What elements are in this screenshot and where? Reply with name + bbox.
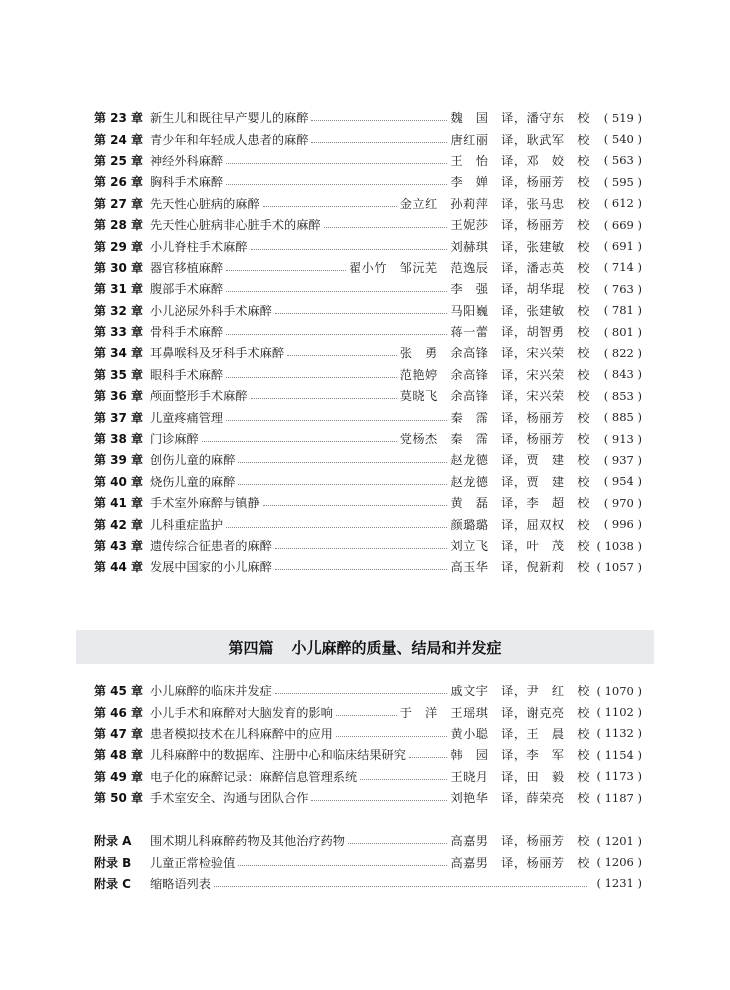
- toc-section-appendix: [94, 830, 642, 894]
- translator-credit: 王晓月 译，田 毅 校: [450, 769, 590, 784]
- chapter-number: 第 44 章: [94, 560, 144, 575]
- chapter-number: 第 32 章: [94, 303, 144, 318]
- chapter-title: 耳鼻喉科及牙科手术麻醉: [150, 346, 285, 361]
- chapter-title: 小儿脊柱手术麻醉: [150, 239, 248, 254]
- translator-credit: 范艳婷 余高锋 译，宋兴荣 校: [399, 367, 590, 382]
- toc-entry[interactable]: [94, 278, 642, 299]
- leader-dots: [238, 865, 447, 866]
- translator-credit: 刘立飞 译，叶 茂 校: [450, 539, 590, 553]
- translator-credit: 刘艳华 译，薛荣亮 校: [450, 791, 590, 806]
- toc-entry[interactable]: [94, 150, 642, 171]
- toc-entry[interactable]: [94, 723, 642, 744]
- page-number: ( 1201 ): [596, 833, 642, 848]
- chapter-number: 第 50 章: [94, 791, 144, 806]
- chapter-number: 第 41 章: [94, 496, 144, 511]
- chapter-number: 第 26 章: [94, 175, 144, 190]
- chapter-number: 第 27 章: [94, 196, 144, 211]
- leader-dots: [202, 441, 397, 442]
- chapter-title: 颅面整形手术麻醉: [150, 389, 248, 404]
- chapter-number: 附录 C: [94, 876, 131, 891]
- translator-credit: 党杨杰 秦 霈 译，杨丽芳 校: [399, 432, 590, 447]
- leader-dots: [324, 227, 448, 228]
- translator-credit: 戚文宇 译，尹 红 校: [450, 684, 590, 699]
- translator-credit: 颜璐璐 译，屈双权 校: [450, 517, 590, 532]
- chapter-title: 新生儿和既往早产婴儿的麻醉: [150, 111, 309, 126]
- leader-dots: [238, 484, 447, 485]
- leader-dots: [275, 569, 448, 570]
- toc-entry[interactable]: [94, 171, 642, 192]
- page-number: ( 822 ): [603, 345, 642, 360]
- page-number: ( 996 ): [603, 517, 642, 532]
- translator-credit: 李 婵 译，杨丽芳 校: [450, 175, 590, 190]
- chapter-number: 第 47 章: [94, 726, 144, 741]
- translator-credit: 王妮莎 译，杨丽芳 校: [450, 218, 590, 233]
- toc-entry[interactable]: [94, 128, 642, 149]
- toc-entry[interactable]: [94, 235, 642, 256]
- page-number: ( 843 ): [603, 367, 642, 382]
- page-number: ( 1206 ): [596, 855, 642, 870]
- translator-credit: 王 怡 译，邓 姣 校: [450, 153, 590, 168]
- leader-dots: [251, 398, 397, 399]
- leader-dots: [348, 843, 447, 844]
- chapter-number: 第 34 章: [94, 346, 144, 361]
- toc-entry[interactable]: [94, 513, 642, 534]
- translator-credit: 高嘉男 译，杨丽芳 校: [450, 834, 590, 849]
- page-number: ( 781 ): [603, 303, 642, 318]
- chapter-number: 第 48 章: [94, 748, 144, 763]
- chapter-title: 儿童疼痛管理: [150, 410, 224, 425]
- translator-credit: 金立红 孙莉萍 译，张马忠 校: [399, 196, 590, 211]
- chapter-title: 眼科手术麻醉: [150, 367, 224, 382]
- page-number: ( 853 ): [603, 388, 642, 403]
- chapter-number: 附录 A: [94, 834, 132, 849]
- toc-entry[interactable]: [94, 214, 642, 235]
- toc-entry[interactable]: [94, 406, 642, 427]
- page-number: ( 885 ): [603, 410, 642, 425]
- page-number: ( 1070 ): [596, 683, 642, 698]
- page-number: ( 1187 ): [596, 790, 642, 805]
- chapter-number: 第 36 章: [94, 389, 144, 404]
- toc-entry[interactable]: [94, 701, 642, 722]
- chapter-number: 第 30 章: [94, 260, 144, 275]
- leader-dots: [336, 736, 448, 737]
- chapter-number: 第 49 章: [94, 769, 144, 784]
- page-number: ( 970 ): [603, 495, 642, 510]
- leader-dots: [226, 163, 447, 164]
- toc-entry[interactable]: [94, 744, 642, 765]
- toc-entry[interactable]: [94, 193, 642, 214]
- toc-entry[interactable]: [94, 787, 642, 808]
- chapter-number: 第 28 章: [94, 218, 144, 233]
- toc-entry[interactable]: [94, 364, 642, 385]
- chapter-title: 手术室外麻醉与镇静: [150, 496, 260, 511]
- leader-dots: [360, 779, 447, 780]
- page-number: ( 1154 ): [596, 747, 642, 762]
- chapter-title: 发展中国家的小儿麻醉: [150, 560, 272, 575]
- leader-dots: [263, 505, 448, 506]
- translator-credit: 刘赫琪 译，张建敏 校: [450, 239, 590, 254]
- page-number: ( 1173 ): [596, 769, 642, 784]
- chapter-title: 神经外科麻醉: [150, 153, 224, 168]
- chapter-title: 青少年和年轻成人患者的麻醉: [150, 132, 309, 147]
- translator-credit: 黄 磊 译，李 超 校: [450, 496, 590, 511]
- page-number: ( 1132 ): [596, 726, 642, 741]
- leader-dots: [226, 420, 447, 421]
- page-number: ( 714 ): [603, 260, 642, 275]
- leader-dots: [275, 548, 448, 549]
- leader-dots: [311, 120, 447, 121]
- toc-entry[interactable]: [94, 449, 642, 470]
- leader-dots: [214, 886, 587, 887]
- chapter-number: 第 24 章: [94, 132, 144, 147]
- chapter-title: 先天性心脏病非心脏手术的麻醉: [150, 218, 321, 233]
- toc-entry[interactable]: [94, 428, 642, 449]
- page-number: ( 595 ): [603, 174, 642, 189]
- chapter-number: 第 31 章: [94, 282, 144, 297]
- toc-section-part4: [94, 680, 642, 808]
- translator-credit: 秦 霈 译，杨丽芳 校: [450, 410, 590, 425]
- translator-credit: 韩 园 译，李 军 校: [450, 748, 590, 763]
- leader-dots: [226, 291, 447, 292]
- chapter-title: 烧伤儿童的麻醉: [150, 474, 236, 489]
- page-number: ( 669 ): [603, 217, 642, 232]
- leader-dots: [287, 355, 397, 356]
- leader-dots: [226, 184, 447, 185]
- chapter-title: 小儿麻醉的临床并发症: [150, 684, 272, 699]
- chapter-number: 第 25 章: [94, 153, 144, 168]
- toc-entry[interactable]: [94, 830, 642, 851]
- chapter-number: 第 45 章: [94, 684, 144, 699]
- page-number: ( 1102 ): [596, 705, 642, 720]
- page-number: ( 954 ): [603, 474, 642, 489]
- page-number: ( 612 ): [603, 196, 642, 211]
- translator-credit: 黄小聪 译，王 晨 校: [450, 726, 590, 741]
- translator-credit: 张 勇 余高锋 译，宋兴荣 校: [399, 346, 590, 361]
- page-number: ( 1038 ): [596, 538, 642, 553]
- translator-credit: 高玉华 译，倪新莉 校: [450, 560, 590, 575]
- leader-dots: [263, 206, 397, 207]
- chapter-number: 第 38 章: [94, 432, 144, 447]
- toc-entry[interactable]: [94, 385, 642, 406]
- translator-credit: 马阳巍 译，张建敏 校: [450, 303, 590, 318]
- leader-dots: [238, 462, 447, 463]
- chapter-number: 第 29 章: [94, 239, 144, 254]
- leader-dots: [409, 757, 448, 758]
- toc-entry[interactable]: [94, 107, 642, 128]
- chapter-title: 胸科手术麻醉: [150, 175, 224, 190]
- page-number: ( 937 ): [603, 452, 642, 467]
- translator-credit: 翟小竹 邹沅芜 范逸辰 译，潘志英 校: [348, 260, 590, 275]
- chapter-number: 第 43 章: [94, 539, 144, 553]
- page-number: ( 801 ): [603, 324, 642, 339]
- page-number: ( 519 ): [603, 110, 642, 125]
- leader-dots: [226, 270, 346, 271]
- chapter-number: 附录 B: [94, 855, 132, 870]
- chapter-title: 电子化的麻醉记录：麻醉信息管理系统: [150, 769, 358, 784]
- toc-entry[interactable]: [94, 492, 642, 513]
- chapter-title: 遗传综合征患者的麻醉: [150, 539, 272, 553]
- toc-entry[interactable]: [94, 851, 642, 872]
- chapter-number: 第 46 章: [94, 705, 144, 720]
- chapter-title: 门诊麻醉: [150, 432, 199, 447]
- chapter-number: 第 35 章: [94, 367, 144, 382]
- page-number: ( 763 ): [603, 281, 642, 296]
- part-title: 小儿麻醉的质量、结局和并发症: [291, 638, 502, 657]
- chapter-title: 腹部手术麻醉: [150, 282, 224, 297]
- chapter-number: 第 39 章: [94, 453, 144, 468]
- toc-entry[interactable]: [94, 300, 642, 321]
- chapter-title: 小儿泌尿外科手术麻醉: [150, 303, 272, 318]
- chapter-title: 儿童正常检验值: [150, 855, 236, 870]
- toc-entry[interactable]: [94, 471, 642, 492]
- chapter-title: 患者模拟技术在儿科麻醉中的应用: [150, 726, 333, 741]
- translator-credit: 魏 国 译，潘守东 校: [450, 111, 590, 126]
- translator-credit: 赵龙德 译，贾 建 校: [450, 453, 590, 468]
- page-number: ( 1057 ): [596, 559, 642, 574]
- translator-credit: 赵龙德 译，贾 建 校: [450, 474, 590, 489]
- leader-dots: [226, 527, 447, 528]
- chapter-number: 第 37 章: [94, 410, 144, 425]
- chapter-number: 第 42 章: [94, 517, 144, 532]
- translator-credit: 于 洋 王瑶琪 译，谢克亮 校: [399, 705, 590, 720]
- page-number: ( 913 ): [603, 431, 642, 446]
- chapter-title: 骨科手术麻醉: [150, 325, 224, 340]
- leader-dots: [275, 693, 448, 694]
- leader-dots: [336, 715, 397, 716]
- translator-credit: 高嘉男 译，杨丽芳 校: [450, 855, 590, 870]
- chapter-title: 儿科麻醉中的数据库、注册中心和临床结果研究: [150, 748, 406, 763]
- toc-entry[interactable]: [94, 257, 642, 278]
- translator-credit: 李 强 译，胡华琨 校: [450, 282, 590, 297]
- leader-dots: [226, 334, 447, 335]
- page-number: ( 563 ): [603, 153, 642, 168]
- translator-credit: 蒋一蕾 译，胡智勇 校: [450, 325, 590, 340]
- chapter-title: 器官移植麻醉: [150, 260, 224, 275]
- toc-entry[interactable]: [94, 342, 642, 363]
- page-number: ( 1231 ): [596, 876, 642, 891]
- chapter-title: 儿科重症监护: [150, 517, 224, 532]
- toc-entry[interactable]: [94, 321, 642, 342]
- page-number: ( 540 ): [603, 132, 642, 147]
- chapter-title: 小儿手术和麻醉对大脑发育的影响: [150, 705, 333, 720]
- chapter-number: 第 33 章: [94, 325, 144, 340]
- part-four-banner: [76, 630, 654, 664]
- leader-dots: [226, 377, 397, 378]
- part-number: 第四篇: [228, 638, 274, 657]
- chapter-number: 第 23 章: [94, 111, 144, 126]
- chapter-number: 第 40 章: [94, 474, 144, 489]
- toc-entry[interactable]: [94, 680, 642, 701]
- translator-credit: 唐红丽 译，耿武军 校: [450, 132, 590, 147]
- page-number: ( 691 ): [603, 239, 642, 254]
- chapter-title: 缩略语列表: [150, 876, 211, 891]
- leader-dots: [275, 313, 448, 314]
- chapter-title: 围术期儿科麻醉药物及其他治疗药物: [150, 834, 345, 849]
- leader-dots: [251, 249, 448, 250]
- translator-credit: 莫晓飞 余高锋 译，宋兴荣 校: [399, 389, 590, 404]
- toc-section-part3: [94, 107, 642, 578]
- chapter-title: 手术室安全、沟通与团队合作: [150, 791, 309, 806]
- toc-entry[interactable]: [94, 535, 642, 556]
- leader-dots: [311, 142, 447, 143]
- chapter-title: 创伤儿童的麻醉: [150, 453, 236, 468]
- toc-entry[interactable]: [94, 873, 642, 894]
- chapter-title: 先天性心脏病的麻醉: [150, 196, 260, 211]
- toc-entry[interactable]: [94, 556, 642, 577]
- leader-dots: [311, 800, 447, 801]
- toc-entry[interactable]: [94, 766, 642, 787]
